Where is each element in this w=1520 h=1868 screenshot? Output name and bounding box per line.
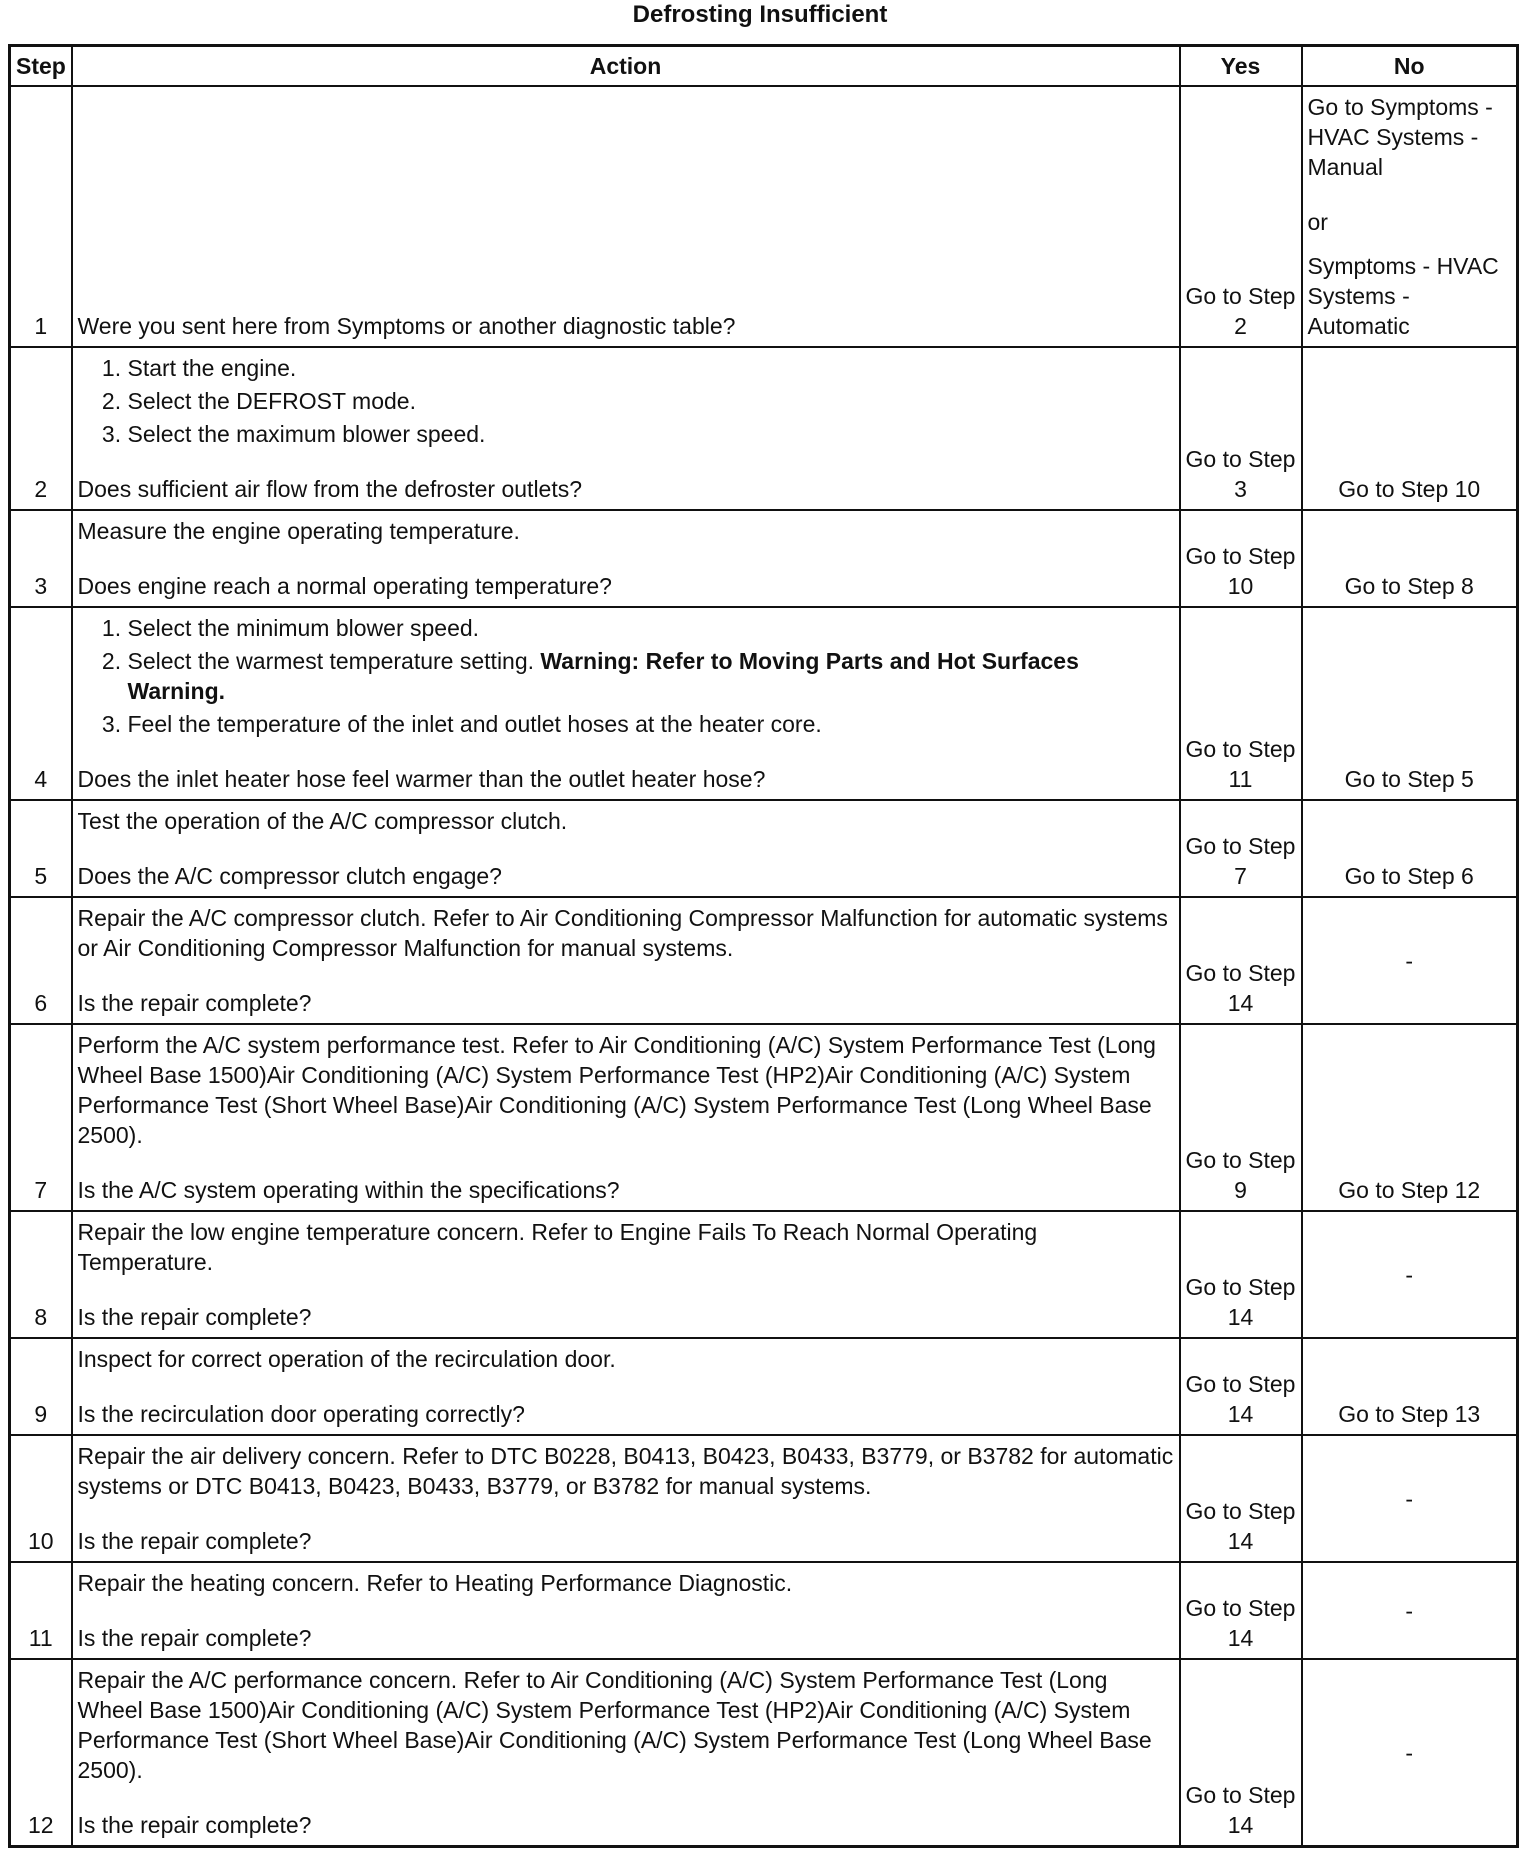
- action-steps-list: [78, 353, 1174, 449]
- no-cell: -: [1302, 1435, 1518, 1562]
- action-cell: [72, 1659, 1180, 1847]
- yes-cell: Go to Step 14: [1180, 897, 1302, 1024]
- list-item: [128, 646, 1174, 706]
- action-question: Is the A/C system operating within the specifications?: [77, 1177, 620, 1203]
- step-number: 11: [10, 1562, 72, 1659]
- no-text: or: [1307, 209, 1328, 235]
- no-cell: -: [1302, 1562, 1518, 1659]
- step-number: 5: [10, 800, 72, 897]
- action-text: Were you sent here from Symptoms or another diagnostic table?: [77, 313, 736, 339]
- no-text: Go to Symptoms - HVAC Systems - Manual: [1307, 94, 1493, 180]
- action-cell: [72, 1435, 1180, 1562]
- action-text: Repair the low engine temperature concern. Refer to Engine Fails To Reach Normal Operating Temperature.: [77, 1219, 1038, 1275]
- yes-cell: Go to Step 14: [1180, 1338, 1302, 1435]
- no-cell: Go to Step 12: [1302, 1024, 1518, 1211]
- yes-cell: Go to Step 14: [1180, 1659, 1302, 1847]
- action-text: Repair the heating concern. Refer to Heating Performance Diagnostic.: [77, 1570, 793, 1596]
- header-yes: Yes: [1180, 46, 1302, 87]
- action-question: Is the repair complete?: [77, 1528, 312, 1554]
- list-item: 1. Start the engine.: [128, 353, 1174, 383]
- table-row: [10, 1338, 1518, 1435]
- action-question: Does the A/C compressor clutch engage?: [77, 863, 502, 889]
- action-cell: [72, 347, 1180, 510]
- list-item: 3. Select the maximum blower speed.: [128, 419, 1174, 449]
- table-header-row: [10, 46, 1518, 87]
- table-row: [10, 1024, 1518, 1211]
- action-text: Measure the engine operating temperature.: [77, 518, 520, 544]
- yes-cell: Go to Step 9: [1180, 1024, 1302, 1211]
- action-question: Is the repair complete?: [77, 990, 312, 1016]
- yes-cell: Go to Step 11: [1180, 607, 1302, 800]
- action-cell: [72, 510, 1180, 607]
- yes-cell: Go to Step 14: [1180, 1211, 1302, 1338]
- yes-cell: Go to Step 3: [1180, 347, 1302, 510]
- no-cell: Go to Step 6: [1302, 800, 1518, 897]
- action-cell: [72, 800, 1180, 897]
- list-item: 3. Feel the temperature of the inlet and outlet hoses at the heater core.: [128, 709, 1174, 739]
- table-row: [10, 86, 1518, 347]
- action-text: Perform the A/C system performance test. Refer to Air Conditioning (A/C) System Performance Test (Long Wheel Base 1500)Air Conditioning (A/C) System Performance Test (HP2)Air Conditioning (A/C) System Performance Test (Short Wheel Base)Air Conditioning (A/C) System Performance Test (Long Wheel Base 2500).: [77, 1032, 1156, 1148]
- step-number: 2: [10, 347, 72, 510]
- list-item: 1. Select the minimum blower speed.: [128, 613, 1174, 643]
- action-question: Is the recirculation door operating correctly?: [77, 1401, 525, 1427]
- page-title: Defrosting Insufficient: [632, 1, 888, 28]
- action-question: Is the repair complete?: [77, 1625, 312, 1651]
- no-text: Symptoms - HVAC Systems - Automatic: [1307, 253, 1499, 339]
- action-text: Inspect for correct operation of the recirculation door.: [77, 1346, 616, 1372]
- no-cell: Go to Step 5: [1302, 607, 1518, 800]
- action-question: Does sufficient air flow from the defroster outlets?: [77, 476, 583, 502]
- table-row: [10, 800, 1518, 897]
- action-steps-list: [78, 613, 1174, 739]
- step-number: 3: [10, 510, 72, 607]
- action-question: Does engine reach a normal operating temperature?: [77, 573, 612, 599]
- yes-cell: Go to Step 14: [1180, 1562, 1302, 1659]
- table-row: [10, 1211, 1518, 1338]
- table-row: [10, 1435, 1518, 1562]
- action-text: Repair the A/C compressor clutch. Refer to Air Conditioning Compressor Malfunction for automatic systems or Air Conditioning Compressor Malfunction for manual systems.: [77, 905, 1168, 961]
- step-number: 12: [10, 1659, 72, 1847]
- table-row: [10, 510, 1518, 607]
- action-cell: [72, 1562, 1180, 1659]
- no-cell: -: [1302, 1659, 1518, 1847]
- table-row: [10, 607, 1518, 800]
- step-number: 4: [10, 607, 72, 800]
- table-row: [10, 1562, 1518, 1659]
- yes-cell: Go to Step 14: [1180, 1435, 1302, 1562]
- header-step: Step: [10, 46, 72, 87]
- action-text: Repair the A/C performance concern. Refer to Air Conditioning (A/C) System Performance Test (Long Wheel Base 1500)Air Conditioning (A/C) System Performance Test (HP2)Air Conditioning (A/C) System Performance Test (Short Wheel Base)Air Conditioning (A/C) System Performance Test (Long Wheel Base 2500).: [77, 1667, 1152, 1783]
- warning-text: Warning: Refer to Moving Parts and Hot Surfaces Warning.: [127, 648, 1079, 704]
- yes-cell: Go to Step 10: [1180, 510, 1302, 607]
- no-cell: Go to Step 10: [1302, 347, 1518, 510]
- table-row: [10, 897, 1518, 1024]
- step-number: 10: [10, 1435, 72, 1562]
- action-question: Is the repair complete?: [77, 1812, 312, 1838]
- table-row: [10, 347, 1518, 510]
- step-number: 6: [10, 897, 72, 1024]
- yes-cell: Go to Step 2: [1180, 86, 1302, 347]
- diagnostic-table: [8, 44, 1519, 1848]
- action-cell: [72, 86, 1180, 347]
- table-row: [10, 1659, 1518, 1847]
- action-cell: [72, 1024, 1180, 1211]
- no-cell: [1302, 86, 1518, 347]
- action-cell: [72, 607, 1180, 800]
- action-question: Is the repair complete?: [77, 1304, 312, 1330]
- header-no: No: [1302, 46, 1518, 87]
- no-cell: -: [1302, 897, 1518, 1024]
- step-number: 1: [10, 86, 72, 347]
- action-cell: [72, 1211, 1180, 1338]
- no-cell: Go to Step 13: [1302, 1338, 1518, 1435]
- list-item-text: Select the warmest temperature setting.: [127, 648, 535, 674]
- step-number: 7: [10, 1024, 72, 1211]
- yes-cell: Go to Step 7: [1180, 800, 1302, 897]
- action-cell: [72, 897, 1180, 1024]
- action-question: Does the inlet heater hose feel warmer than the outlet heater hose?: [77, 766, 766, 792]
- list-item: 2. Select the DEFROST mode.: [128, 386, 1174, 416]
- header-action: Action: [72, 46, 1180, 87]
- action-text: Repair the air delivery concern. Refer to DTC B0228, B0413, B0423, B0433, B3779, or B3782 for automatic systems or DTC B0413, B0423, B0433, B3779, or B3782 for manual systems.: [77, 1443, 1174, 1499]
- action-text: Test the operation of the A/C compressor clutch.: [77, 808, 568, 834]
- no-cell: Go to Step 8: [1302, 510, 1518, 607]
- no-cell: -: [1302, 1211, 1518, 1338]
- step-number: 9: [10, 1338, 72, 1435]
- step-number: 8: [10, 1211, 72, 1338]
- action-cell: [72, 1338, 1180, 1435]
